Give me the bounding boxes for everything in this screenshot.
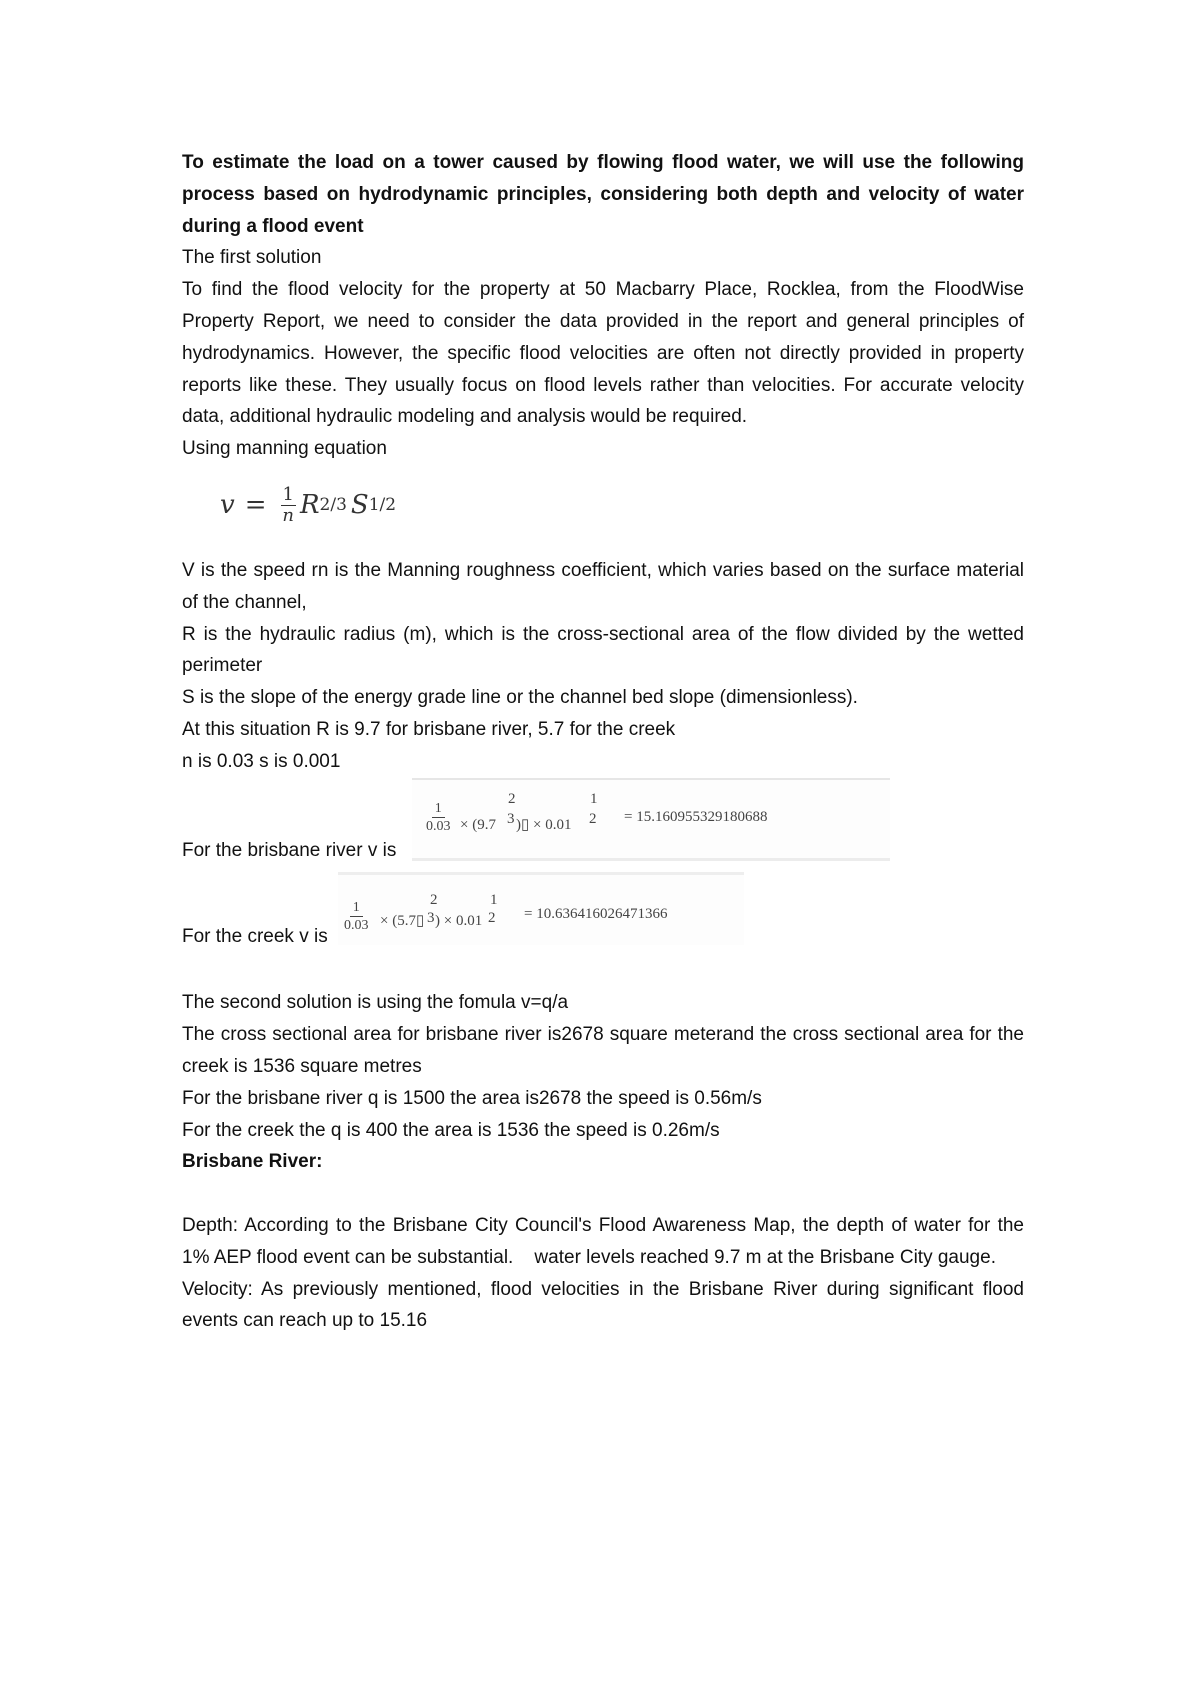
creek-q-line: For the creek the q is 400 the area is 1536 the speed is 0.26m/s: [182, 1119, 720, 1141]
formula-r-exponent: 2/3: [319, 494, 347, 515]
definition-v: V is the speed rn is the Manning roughness coefficient, which varies based on the surface material of the channel,: [182, 559, 1024, 613]
creek-calculation: [182, 870, 1024, 956]
creek-calc-image: [338, 872, 744, 945]
river-calc-label: For the brisbane river v is: [182, 839, 397, 861]
formula-v: v: [220, 489, 235, 520]
velocity-paragraph: Velocity: As previously mentioned, flood velocities in the Brisbane River during significant flood events can reach up to 15.16: [182, 1278, 1024, 1332]
creek-calc-middle-b: ) × 0.01: [435, 912, 483, 929]
river-q-line: For the brisbane river q is 1500 the area is2678 the speed is 0.56m/s: [182, 1087, 762, 1109]
formula-r: R: [299, 489, 320, 520]
first-solution-heading: The first solution: [182, 247, 322, 269]
river-calc-image: [412, 778, 890, 861]
creek-exp-num-b: 1: [490, 891, 498, 908]
creek-calc-fraction: $\frac{1}{0.03}$: [344, 899, 369, 933]
creek-calc-label: For the creek v is: [182, 925, 328, 947]
definition-r: R is the hydraulic radius (m), which is the cross-sectional area of the flow divided by the wetted perimeter: [182, 623, 1024, 677]
manning-formula: [182, 465, 1024, 555]
second-solution-line: The second solution is using the fomula v=q/a: [182, 992, 569, 1014]
intro-paragraph: To estimate the load on a tower caused by flowing flood water, we will use the following process based on hydrodynamic principles, considering both depth and velocity of water during a flood event: [182, 152, 1024, 237]
depth-paragraph: Depth: According to the Brisbane City Council's Flood Awareness Map, the depth of water for the 1% AEP flood event can be substantial. water levels reached 9.7 m at the Brisbane City gauge.: [182, 1214, 1030, 1268]
brisbane-river-heading: Brisbane River:: [182, 1151, 323, 1173]
manning-heading: Using manning equation: [182, 438, 387, 460]
river-exp-den-b: 2: [589, 810, 597, 827]
formula-equals: =: [244, 489, 267, 520]
river-calc-result: = 15.160955329180688: [624, 808, 768, 825]
river-exp-num-a: 2: [508, 790, 516, 807]
definition-s: S is the slope of the energy grade line or the channel bed slope (dimensionless).: [182, 687, 858, 709]
river-calc-middle-a: × (9.7: [460, 816, 496, 833]
formula-s-exponent: 1/2: [368, 494, 397, 515]
n-s-line: n is 0.03 s is 0.001: [182, 750, 341, 772]
formula-fraction: $\frac{1}{n}$: [282, 483, 295, 526]
formula-s: S: [350, 489, 369, 520]
document-body: [182, 147, 1030, 1337]
creek-exp-num-a: 2: [430, 891, 438, 908]
river-calc-fraction: $\frac{1}{0.03}$: [426, 800, 451, 834]
river-exp-num-b: 1: [590, 790, 598, 807]
situation-line: At this situation R is 9.7 for brisbane river, 5.7 for the creek: [182, 718, 676, 740]
river-exp-den-a: 3: [507, 810, 515, 827]
creek-exp-den-b: 2: [488, 909, 496, 926]
blank-line: [182, 956, 1024, 988]
first-solution-paragraph: To find the flood velocity for the property at 50 Macbarry Place, Rocklea, from the FloodWise Property Report, we need to consider the data provided in the report and general principles of hydrodynamics. However, the specific flood velocities are often not directly provided in property reports like these. They usually focus on flood levels rather than velocities. For accurate velocity data, additional hydraulic modeling and analysis would be required.: [182, 279, 1024, 428]
cross-section-paragraph: The cross sectional area for brisbane river is2678 square meterand the cross sectional area for the creek is 1536 square metres: [182, 1024, 1024, 1077]
creek-calc-result: = 10.636416026471366: [524, 905, 668, 922]
creek-calc-middle-a: × (5.7▯: [380, 912, 425, 929]
creek-exp-den-a: 3: [427, 909, 435, 926]
river-calc-middle-b: )▯ × 0.01: [516, 816, 572, 833]
blank-line: [182, 1178, 1024, 1210]
river-calculation: [182, 778, 1024, 870]
